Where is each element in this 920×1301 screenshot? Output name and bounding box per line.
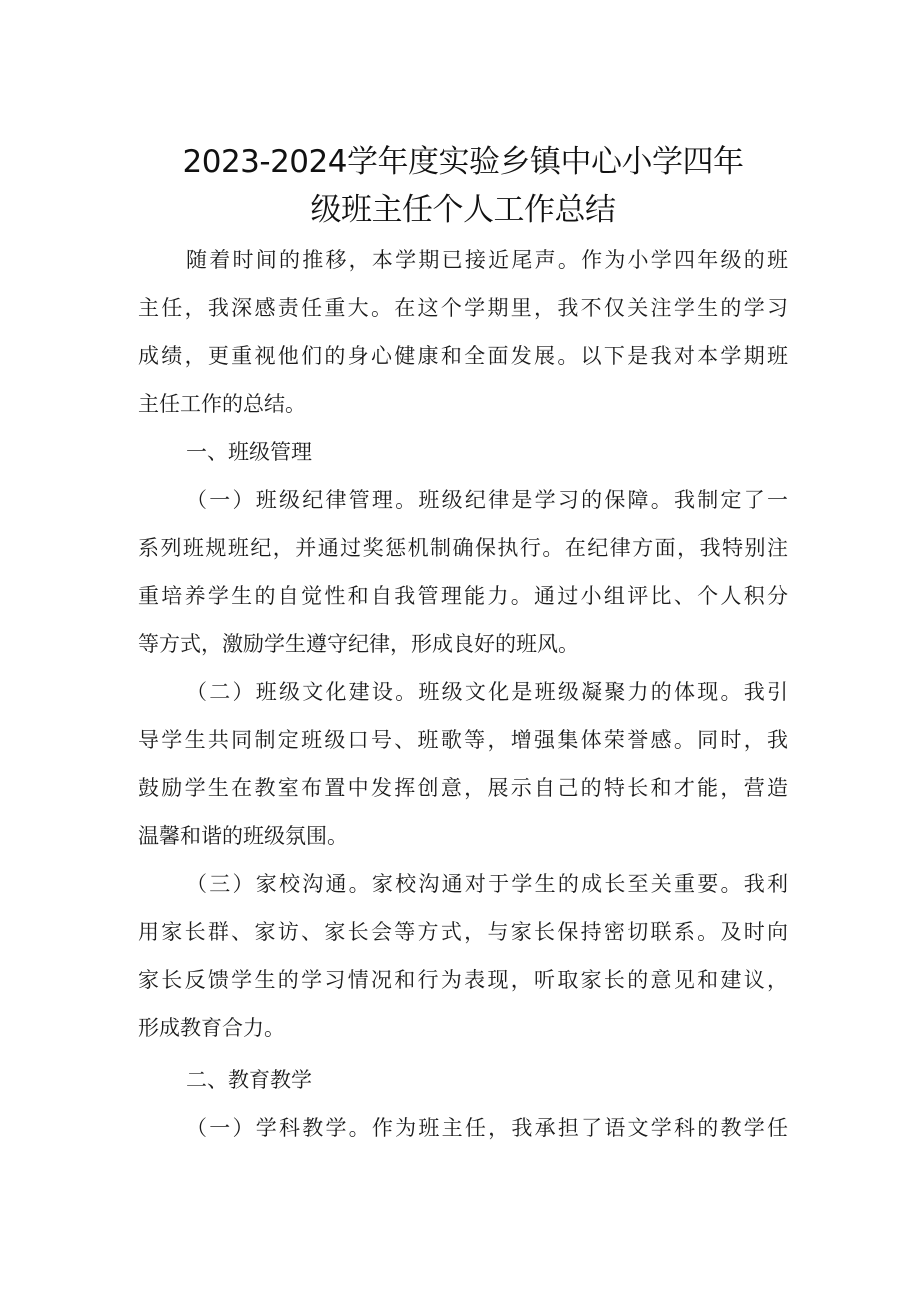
intro-paragraph-line: 随着时间的推移，本学期已接近尾声。作为小学四年级的班 bbox=[186, 248, 788, 272]
discipline-paragraph-line: （一）班级纪律管理。班级纪律是学习的保障。我制定了一 bbox=[186, 488, 788, 512]
culture-paragraph-line: 温馨和谐的班级氛围。 bbox=[138, 824, 348, 848]
home-school-paragraph-line: 用家长群、家访、家长会等方式，与家长保持密切联系。及时向 bbox=[138, 920, 788, 944]
document-title-line-1: 2023-2024学年度实验乡镇中心小学四年 bbox=[182, 144, 744, 180]
discipline-paragraph-line: 重培养学生的自觉性和自我管理能力。通过小组评比、个人积分 bbox=[138, 584, 788, 608]
intro-paragraph-line: 成绩，更重视他们的身心健康和全面发展。以下是我对本学期班 bbox=[138, 344, 788, 368]
culture-paragraph-line: （二）班级文化建设。班级文化是班级凝聚力的体现。我引 bbox=[186, 680, 788, 704]
culture-paragraph-line: 鼓励学生在教室布置中发挥创意，展示自己的特长和才能，营造 bbox=[138, 776, 788, 800]
document-title-line-2: 级班主任个人工作总结 bbox=[310, 192, 616, 228]
culture-paragraph-line: 导学生共同制定班级口号、班歌等，增强集体荣誉感。同时，我 bbox=[138, 728, 788, 752]
section-heading-education-teaching: 二、教育教学 bbox=[186, 1068, 312, 1092]
discipline-paragraph-line: 系列班规班纪，并通过奖惩机制确保执行。在纪律方面，我特别注 bbox=[138, 536, 788, 560]
subject-teaching-paragraph-line: （一）学科教学。作为班主任，我承担了语文学科的教学任 bbox=[186, 1116, 788, 1140]
intro-paragraph-line: 主任，我深感责任重大。在这个学期里，我不仅关注学生的学习 bbox=[138, 296, 788, 320]
home-school-paragraph-line: 形成教育合力。 bbox=[138, 1016, 285, 1040]
home-school-paragraph-line: 家长反馈学生的学习情况和行为表现，听取家长的意见和建议， bbox=[138, 968, 788, 992]
discipline-paragraph-line: 等方式，激励学生遵守纪律，形成良好的班风。 bbox=[138, 632, 579, 656]
intro-paragraph-line: 主任工作的总结。 bbox=[138, 392, 306, 416]
section-heading-class-management: 一、班级管理 bbox=[186, 440, 312, 464]
home-school-paragraph-line: （三）家校沟通。家校沟通对于学生的成长至关重要。我利 bbox=[186, 872, 788, 896]
